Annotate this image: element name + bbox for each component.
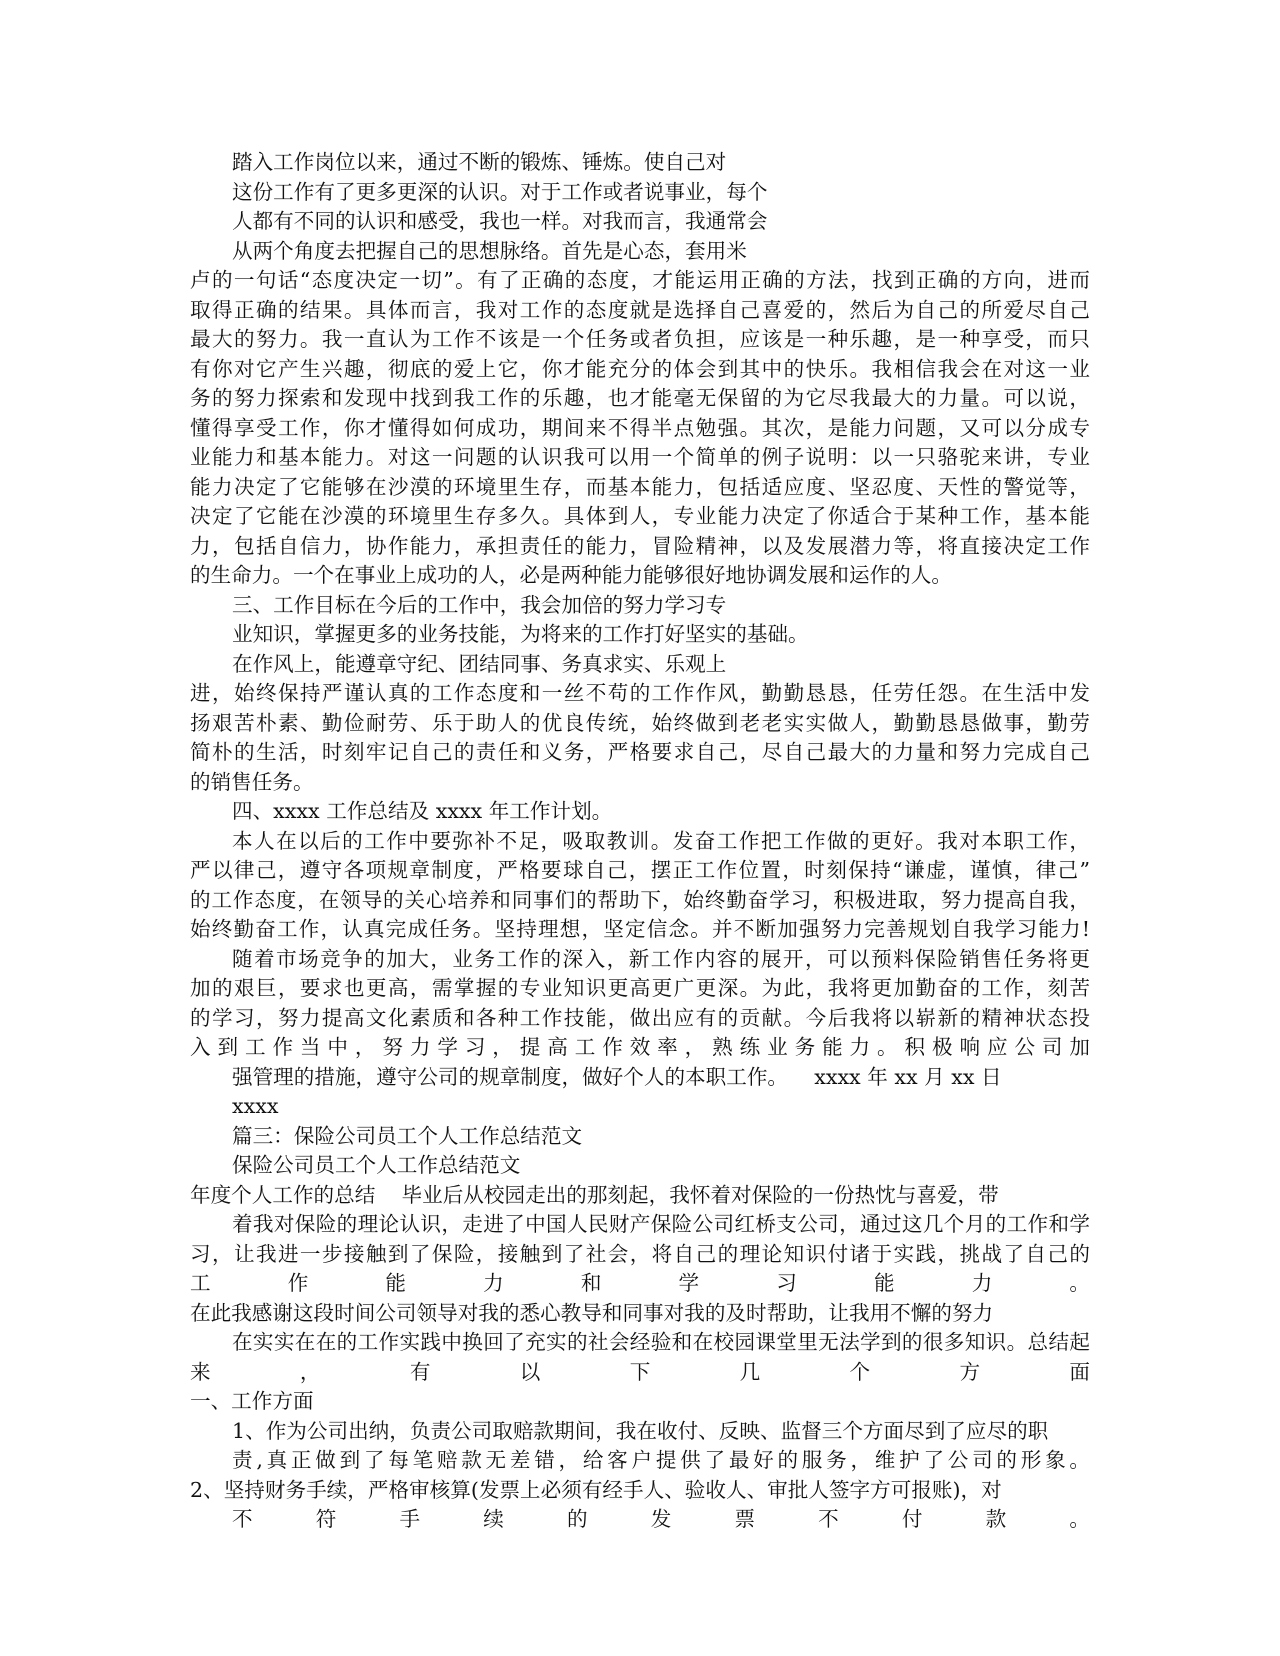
text-line: 懂得享受工作，你才懂得如何成功，期间来不得半点勉强。其次，是能力问题，又可以分成专 bbox=[190, 415, 1090, 440]
text-line: 在此我感谢这段时间公司领导对我的悉心教导和同事对我的及时帮助，让我用不懈的努力 bbox=[190, 1300, 994, 1325]
text-line: 工作能力和学习能力。 bbox=[190, 1271, 1090, 1295]
text-line: 责,真正做到了每笔赔款无差错，给客户提供了最好的服务，维护了公司的形象。 bbox=[232, 1448, 1090, 1472]
text-line: 的学习，努力提高文化素质和各种工作技能，做出应有的贡献。今后我将以崭新的精神状态投 bbox=[190, 1005, 1090, 1030]
text-line: 卢的一句话“态度决定一切”。有了正确的态度，才能运用正确的方法，找到正确的方向，进而 bbox=[190, 268, 1090, 292]
text-line: 2、坚持财务手续，严格审核算(发票上必须有经手人、验收人、审批人签字方可报账)，对 bbox=[190, 1477, 1002, 1502]
text-line: 进，始终保持严谨认真的工作态度和一丝不苟的工作作风，勤勤恳恳，任劳任怨。在生活中发 bbox=[190, 681, 1090, 705]
text-line: 加的艰巨，要求也更高，需掌握的专业知识更高更广更深。为此，我将更加勤奋的工作，刻苦 bbox=[190, 976, 1090, 1000]
text-line: 在作风上，能遵章守纪、团结同事、务真求实、乐观上 bbox=[232, 651, 727, 676]
text-line: 人都有不同的认识和感受，我也一样。对我而言，我通常会 bbox=[232, 209, 768, 233]
chapter-heading: 保险公司员工个人工作总结范文 bbox=[232, 1153, 521, 1177]
text-line: 踏入工作岗位以来，通过不断的锻炼、锤炼。使自己对 bbox=[232, 150, 727, 174]
text-line: 来，有以下几个方面 bbox=[190, 1359, 1090, 1384]
text-line: 严以律己，遵守各项规章制度，严格要球自己，摆正工作位置，时刻保持“谦虚，谨慎，律己” bbox=[190, 858, 1090, 882]
text-line: 强管理的措施，遵守公司的规章制度，做好个人的本职工作。 xxxx 年 xx 月 xx 日 bbox=[232, 1064, 1002, 1089]
signature-name: 篇三：保险公司员工个人工作总结范文 bbox=[232, 1123, 583, 1148]
text-line: 简朴的生活，时刻牢记自己的责任和义务，严格要求自己，尽自己最大的力量和努力完成自己 bbox=[190, 740, 1090, 764]
section-heading: 四、xxxx 工作总结及 xxxx 年工作计划。 bbox=[232, 799, 613, 823]
text-line: 务的努力探索和发现中找到我工作的乐趣，也才能毫无保留的为它尽我最大的力量。可以说， bbox=[190, 386, 1090, 410]
document-title: 年度个人工作的总结 毕业后从校园走出的那刻起，我怀着对保险的一份热忱与喜爱，带 bbox=[190, 1182, 999, 1207]
text-line: 业知识，掌握更多的业务技能，为将来的工作打好坚实的基础。 bbox=[232, 622, 809, 646]
text-line: 的生命力。一个在事业上成功的人，必是两种能力能够很好地协调发展和运作的人。 bbox=[190, 563, 952, 587]
text-line: 习，让我进一步接触到了保险，接触到了社会，将自己的理论知识付诸于实践，挑战了自己的 bbox=[190, 1241, 1090, 1266]
text-line: 在实实在在的工作实践中换回了充实的社会经验和在校园课堂里无法学到的很多知识。总结起 bbox=[232, 1330, 1090, 1354]
text-line bbox=[190, 1535, 1090, 1565]
text-line: 能力决定了它能够在沙漠的环境里生存，而基本能力，包括适应度、坚忍度、天性的警觉等， bbox=[190, 474, 1090, 499]
text-line: 随着市场竞争的加大，业务工作的深入，新工作内容的展开，可以预料保险销售任务将更 bbox=[232, 946, 1090, 971]
text-line: 本人在以后的工作中要弥补不足，吸取教训。发奋工作把工作做的更好。我对本职工作， bbox=[232, 828, 1090, 853]
text-line: 着我对保险的理论认识，走进了中国人民财产保险公司红桥支公司，通过这几个月的工作和学 bbox=[232, 1212, 1090, 1236]
text-line: 取得正确的结果。具体而言，我对工作的态度就是选择自己喜爱的，然后为自己的所爱尽自己 bbox=[190, 297, 1090, 322]
text-line: 决定了它能在沙漠的环境里生存多久。具体到人，专业能力决定了你适合于某种工作，基本能 bbox=[190, 504, 1090, 528]
section-heading: 1、作为公司出纳，负责公司取赔款期间，我在收付、反映、监督三个方面尽到了应尽的职 bbox=[232, 1418, 1049, 1443]
text-line: 这份工作有了更多更深的认识。对于工作或者说事业，每个 bbox=[232, 179, 768, 204]
text-line: 入到工作当中，努力学习，提高工作效率，熟练业务能力。积极响应公司加 bbox=[190, 1035, 1090, 1059]
text-line: 的工作态度，在领导的关心培养和同事们的帮助下，始终勤奋学习，积极进取，努力提高自我， bbox=[190, 887, 1090, 912]
text-line: 不符手续的发票不付款。 bbox=[232, 1507, 1090, 1531]
text-line: 力，包括自信力，协作能力，承担责任的能力，冒险精神，以及发展潜力等，将直接决定工作 bbox=[190, 533, 1090, 558]
text-line: 从两个角度去把握自己的思想脉络。首先是心态，套用米 bbox=[232, 238, 747, 263]
section-heading: 三、工作目标在今后的工作中，我会加倍的努力学习专 bbox=[232, 592, 727, 617]
text-line: 始终勤奋工作，认真完成任务。坚持理想，坚定信念。并不断加强努力完善规划自我学习能力! bbox=[190, 917, 1090, 941]
text-line: 一、工作方面 bbox=[190, 1389, 314, 1413]
text-line: 有你对它产生兴趣，彻底的爱上它，你才能充分的体会到其中的快乐。我相信我会在对这一业 bbox=[190, 356, 1090, 381]
text-line: 最大的努力。我一直认为工作不该是一个任务或者负担，应该是一种乐趣，是一种享受，而只 bbox=[190, 327, 1090, 351]
text-line: 业能力和基本能力。对这一问题的认识我可以用一个简单的例子说明：以一只骆驼来讲，专业 bbox=[190, 445, 1090, 469]
document-body bbox=[190, 148, 1090, 1564]
signature-date-line: xxxx bbox=[232, 1094, 279, 1118]
text-line: 的销售任务。 bbox=[190, 769, 314, 794]
text-line: 扬艰苦朴素、勤俭耐劳、乐于助人的优良传统，始终做到老老实实做人，勤勤恳恳做事，勤劳 bbox=[190, 710, 1090, 735]
